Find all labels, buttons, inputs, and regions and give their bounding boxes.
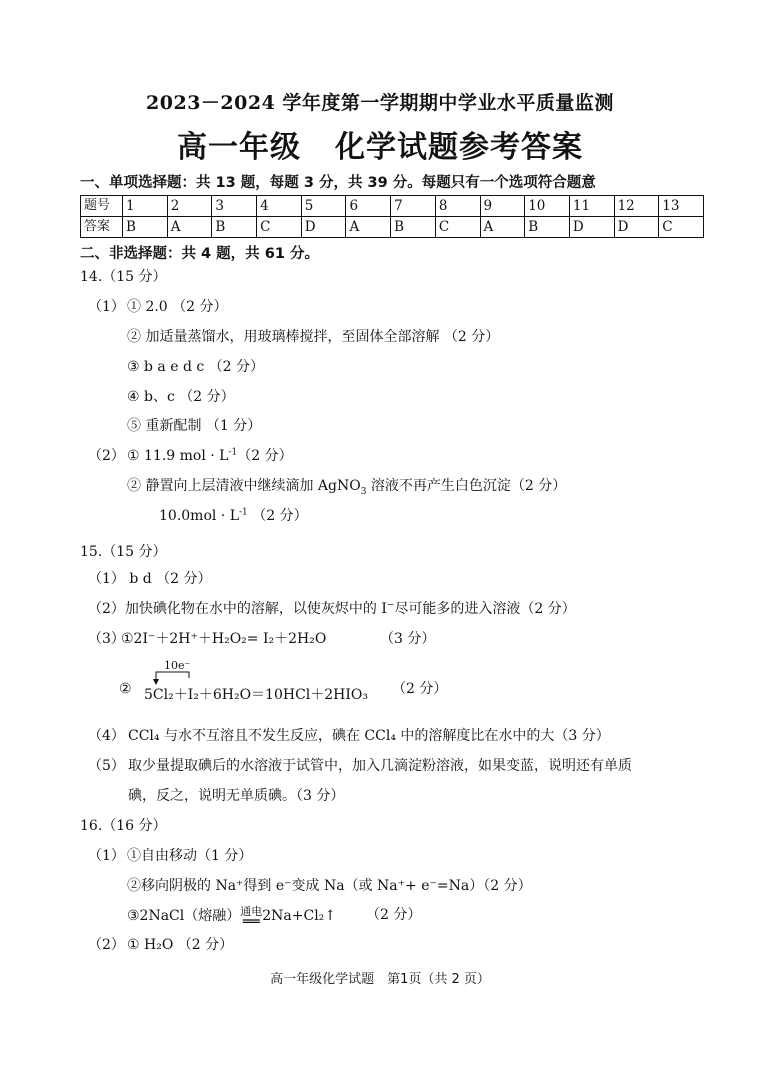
q15-score: （2 分） xyxy=(392,681,448,697)
table-cell: 5 xyxy=(301,196,346,217)
subject-label: 化学试题参考答案 xyxy=(335,130,583,165)
table-cell: C xyxy=(659,217,704,238)
table-cell: 4 xyxy=(257,196,302,217)
table-cell: C xyxy=(257,217,302,238)
table-cell: A xyxy=(346,217,391,238)
section2-heading: 二、非选择题：共 4 题，共 61 分。 xyxy=(80,246,319,262)
table-cell: A xyxy=(167,217,212,238)
q14-answer: ① 11.9 mol · $L^{-1}(2$ 分） xyxy=(127,447,293,464)
q14-answer: ② 静置向上层清液中继续滴加 AgNO$_3$ 溶液不再产生白色沉淀（2 分） xyxy=(127,478,567,497)
q15-part3-label: （3） xyxy=(88,631,125,647)
table-row-answers xyxy=(81,217,704,238)
q15-title: 15.（15 分） xyxy=(80,544,167,560)
table-row-numbers xyxy=(81,196,704,217)
table-cell: B xyxy=(391,217,436,238)
q16-part1-label: （1） xyxy=(88,848,125,864)
table-cell: A xyxy=(480,217,525,238)
q15-equation: ①2I⁻＋2H⁺＋H₂O₂= I₂＋2H₂O xyxy=(121,631,327,647)
q15-answer: 碘，反之，说明无单质碘。（3 分） xyxy=(128,788,345,804)
row-label: 答案 xyxy=(81,217,123,238)
q15-answer: 取少量提取碘后的水溶液于试管中，加入几滴淀粉溶液，如果变蓝，说明还有单质 xyxy=(128,758,632,774)
q14-answer: ② 加适量蒸馏水，用玻璃棒搅拌，至固体全部溶解 （2 分） xyxy=(127,329,500,345)
table-cell: B xyxy=(212,217,257,238)
q14-part1-label: （1） xyxy=(88,299,125,315)
q15-answer: CCl₄ 与水不互溶且不发生反应，碘在 CCl₄ 中的溶解度比在水中的大（3 分） xyxy=(128,728,610,744)
section1-heading: 一、单项选择题：共 13 题，每题 3 分，共 39 分。每题只有一个选项符合题意 xyxy=(80,175,596,191)
page-footer: 高一年级化学试题 第1页（共 2 页） xyxy=(270,972,490,987)
q16-equation: ③2NaCl（熔融） 通电 ══ 2Na+Cl₂↑ xyxy=(127,905,337,930)
table-cell: C xyxy=(435,217,480,238)
q16-part2-label: （2） xyxy=(88,937,125,953)
q15-item-number: ② xyxy=(119,681,132,697)
exam-subtitle xyxy=(0,122,760,166)
q14-answer: ④ b、c （2 分） xyxy=(127,389,235,405)
electron-transfer-label: 10e⁻ xyxy=(164,659,191,672)
table-cell: 7 xyxy=(391,196,436,217)
q14-answer: ③ b a e d c （2 分） xyxy=(127,359,265,375)
electron-transfer-arrow xyxy=(153,670,193,686)
table-cell: B xyxy=(123,217,168,238)
table-cell: 6 xyxy=(346,196,391,217)
q14-answer: $10.0mol \cdot L^{-1}$ （2 分） xyxy=(159,507,308,524)
table-cell: 10 xyxy=(525,196,570,217)
q16-answer: ②移向阴极的 Na⁺得到 e⁻变成 Na（或 Na⁺+ e⁻=Na）（2 分） xyxy=(127,878,532,894)
reaction-condition: 通电 ══ xyxy=(240,905,263,930)
q14-answer: ⑤ 重新配制 （1 分） xyxy=(127,418,262,434)
exam-title: 2023－2024 学年度第一学期期中学业水平质量监测 xyxy=(146,92,614,114)
answer-table xyxy=(80,195,704,238)
row-label: 题号 xyxy=(81,196,123,217)
table-cell: D xyxy=(301,217,346,238)
table-cell: 8 xyxy=(435,196,480,217)
grade-label: 高一年级 xyxy=(177,130,301,165)
q15-answer: （2）加快碘化物在水中的溶解，以使灰烬中的 I−尽可能多的进入溶液（2 分） xyxy=(88,600,576,617)
q16-title: 16.（16 分） xyxy=(80,818,167,834)
q16-answer: ① H₂O （2 分） xyxy=(127,937,234,953)
table-cell: 1 xyxy=(123,196,168,217)
q15-part5-label: （5） xyxy=(88,758,125,774)
table-cell: 2 xyxy=(167,196,212,217)
q14-title: 14.（15 分） xyxy=(80,269,167,285)
table-cell: D xyxy=(569,217,614,238)
q15-part4-label: （4） xyxy=(88,728,125,744)
table-cell: D xyxy=(614,217,659,238)
q16-answer: ①自由移动（1 分） xyxy=(127,848,253,864)
q16-score: （2 分） xyxy=(366,907,422,923)
table-cell: 13 xyxy=(659,196,704,217)
table-cell: 12 xyxy=(614,196,659,217)
table-cell: 11 xyxy=(569,196,614,217)
table-cell: B xyxy=(525,217,570,238)
q15-equation: 5Cl₂＋I₂＋6H₂O＝10HCl＋2HIO₃ xyxy=(144,687,369,703)
q14-part2-label: （2） xyxy=(88,448,125,464)
table-cell: 9 xyxy=(480,196,525,217)
q14-answer: ① 2.0 （2 分） xyxy=(127,299,228,315)
q15-answer: （1） b d （2 分） xyxy=(88,571,212,587)
table-cell: 3 xyxy=(212,196,257,217)
q15-score: （3 分） xyxy=(380,631,436,647)
